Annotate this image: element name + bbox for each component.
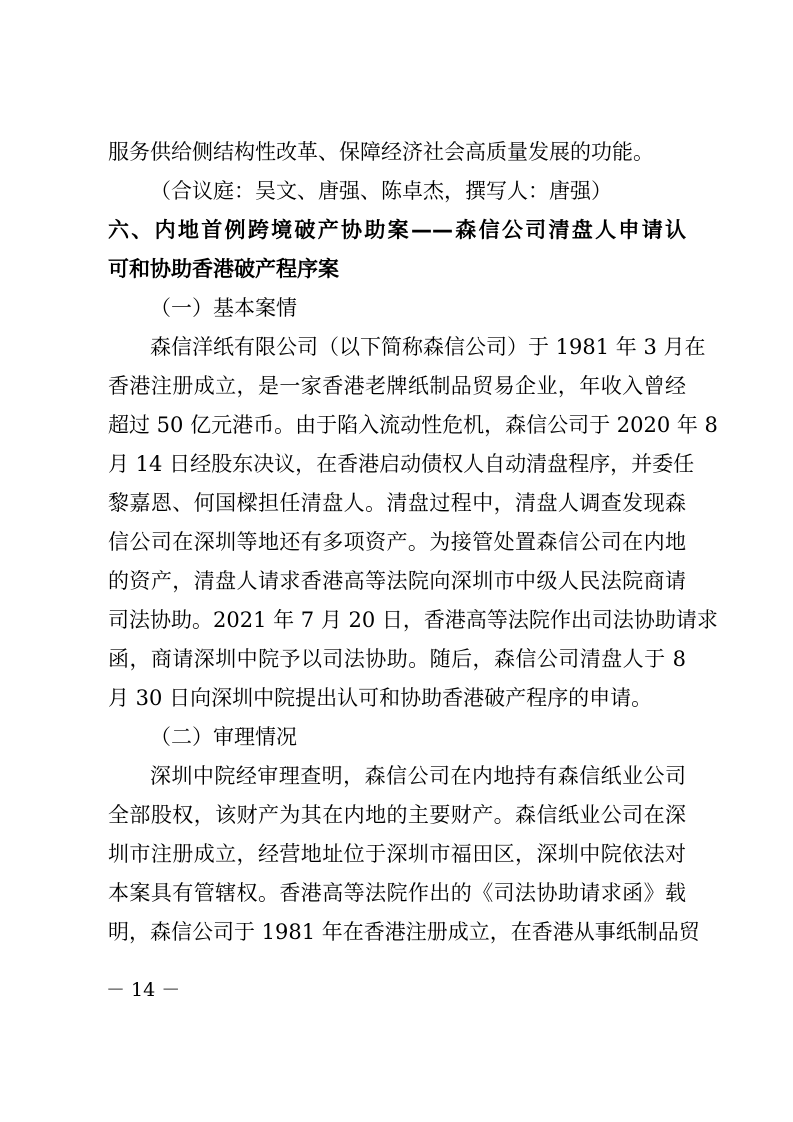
body-text-line: 月 30 日向深圳中院提出认可和协助香港破产程序的申请。 [108, 686, 653, 710]
panel-credit-line: （合议庭：吴文、唐强、陈卓杰，撰写人：唐强） [150, 179, 612, 203]
body-text-line: 信公司在深圳等地还有多项资产。为接管处置森信公司在内地 [108, 530, 686, 554]
body-text-line: 全部股权，该财产为其在内地的主要财产。森信纸业公司在深 [108, 803, 686, 827]
body-text-line: 明，森信公司于 1981 年在香港注册成立，在香港从事纸制品贸 [108, 920, 700, 944]
body-text-line: 森信洋纸有限公司（以下简称森信公司）于 1981 年 3 月在 [150, 335, 706, 359]
body-text-line: 司法协助。2021 年 7 月 20 日，香港高等法院作出司法协助请求 [108, 608, 718, 632]
body-text-line: 的资产，清盘人请求香港高等法院向深圳市中级人民法院商请 [108, 569, 686, 593]
body-text-line: 深圳中院经审理查明，森信公司在内地持有森信纸业公司 [150, 764, 686, 788]
body-text-line: 月 14 日经股东决议，在香港启动债权人自动清盘程序，并委任 [108, 452, 695, 476]
case-heading-line: 可和协助香港破产程序案 [108, 257, 339, 281]
body-text-line: 圳市注册成立，经营地址位于深圳市福田区，深圳中院依法对 [108, 842, 686, 866]
body-text-line: 本案具有管辖权。香港高等法院作出的《司法协助请求函》载 [108, 881, 686, 905]
case-heading-line: 六、内地首例跨境破产协助案——森信公司清盘人申请认 [108, 218, 686, 242]
body-text-line: 黎嘉恩、何国樑担任清盘人。清盘过程中，清盘人调查发现森 [108, 491, 686, 515]
body-text-line: 香港注册成立，是一家香港老牌纸制品贸易企业，年收入曾经 [108, 374, 686, 398]
body-text-line: 服务供给侧结构性改革、保障经济社会高质量发展的功能。 [108, 140, 654, 164]
section-heading-review: （二）审理情况 [150, 725, 297, 749]
body-text-line: 超过 50 亿元港币。由于陷入流动性危机，森信公司于 2020 年 8 [108, 413, 718, 437]
section-heading-basic-facts: （一）基本案情 [150, 296, 297, 320]
page-number: － 14 － [106, 979, 181, 1001]
body-text-line: 函，商请深圳中院予以司法协助。随后，森信公司清盘人于 8 [108, 647, 686, 671]
